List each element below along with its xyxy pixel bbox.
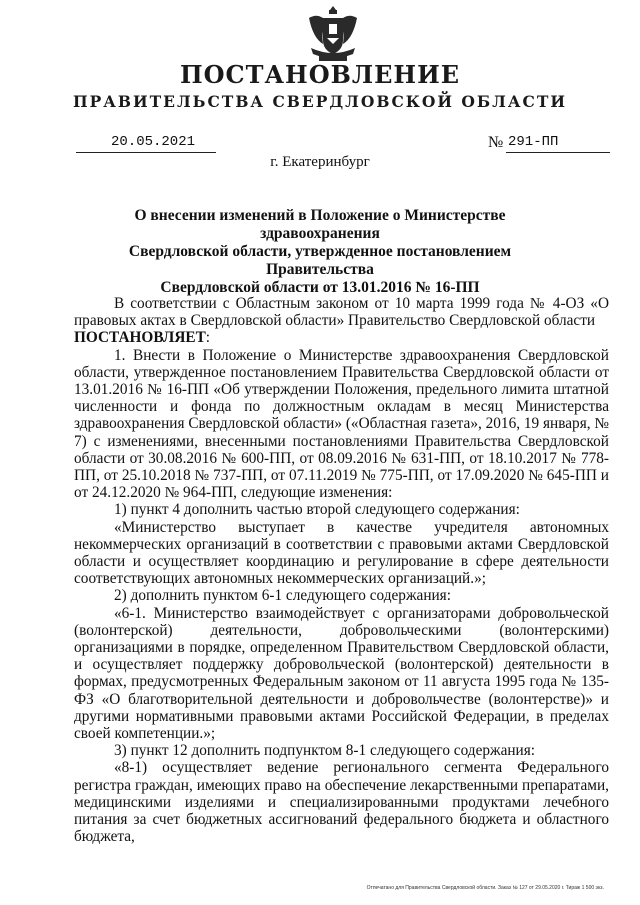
- document-subtitle: ПРАВИТЕЛЬСТВА СВЕРДЛОВСКОЙ ОБЛАСТИ: [72, 92, 568, 111]
- document-heading: [80, 207, 560, 297]
- city-label: г. Екатеринбург: [270, 154, 370, 170]
- paragraph-subitem-2: 2) дополнить пунктом 6-1 следующего содержания:: [114, 587, 451, 605]
- number-sign: №: [488, 134, 504, 151]
- paragraph-preamble: В соответствии с Областным законом от 10 марта 1999 года № 4-ОЗ «О правовых актах в Свердловской области» Правительство Свердловской области: [74, 295, 609, 330]
- paragraph-quote-2: «6-1. Министерство взаимодействует с организаторами добровольческой (волонтерской) деятельности, добровольческими (волонтерскими) организациями в порядке, определенном Правительством Свердловской области, и осуществляет поддержку добровольческой (волонтерской) деятельности в формах, предусмотренных Федеральным законом от 11 августа 1995 года № 135-ФЗ «О благотворительной деятельности и добровольчестве (волонтерстве)» и другими нормативными правовыми актами Российской Федерации, в пределах своей компетенции.»;: [74, 604, 609, 743]
- document-title: ПОСТАНОВЛЕНИЕ: [179, 60, 461, 89]
- document-body: [74, 295, 609, 846]
- document-date: 20.05.2021: [111, 134, 196, 150]
- document-number: 291-ПП: [508, 134, 559, 150]
- coat-of-arms-emblem: [301, 4, 365, 66]
- resolution-keyword: [74, 329, 609, 346]
- colon: :: [205, 329, 211, 347]
- paragraph-item-1: 1. Внести в Положение о Министерстве здравоохранения Свердловской области, утвержденное постановлением Правительства Свердловской области от 13.01.2016 № 16-ПП «Об утверждении Положения, предельного лимита штатной численности и фонда по должностным окладам в месяц Министерства здравоохранения Свердловской области» («Областная газета», 2016, 19 января, № 7) с изменениями, внесенными постановлениями Правительства Свердловской области от 30.08.2016 № 600-ПП, от 08.09.2016 № 631-ПП, от 18.10.2017 № 778-ПП, от 25.10.2018 № 737-ПП, от 07.11.2019 № 775-ПП, от 17.09.2020 № 645-ПП и от 24.12.2020 № 964-ПП, следующие изменения:: [74, 346, 609, 502]
- print-footer: Отпечатано для Правительства Свердловской области. Заказ № 127 от 29.05.2020 г. Тираж 1 500 экз.: [366, 885, 604, 891]
- paragraph-quote-3: «8-1) осуществляет ведение регионального сегмента Федерального регистра граждан, имеющих право на обеспечение лекарственными препаратами, медицинскими изделиями и специализированными продуктами лечебного питания за счет бюджетных ассигнований федерального бюджета и областного бюджета,: [74, 759, 609, 846]
- heading-line: Свердловской области от 13.01.2016 № 16-ПП: [160, 279, 480, 296]
- paragraph-quote-1: «Министерство выступает в качестве учредителя автономных некоммерческих организаций в соответствии с правовыми актами Свердловской области и осуществляет координацию и регулирование в сфере деятельности соответствующих автономных некоммерческих организаций.»;: [74, 518, 609, 588]
- paragraph-subitem-3: 3) пункт 12 дополнить подпунктом 8-1 следующего содержания:: [114, 742, 536, 760]
- heading-line: Свердловской области, утвержденное постановлением Правительства: [128, 243, 512, 278]
- postanovlyaet-word: ПОСТАНОВЛЯЕТ: [74, 329, 206, 347]
- heading-line: О внесении изменений в Положение о Министерстве здравоохранения: [134, 207, 506, 242]
- paragraph-subitem-1: 1) пункт 4 дополнить частью второй следующего содержания:: [114, 501, 520, 519]
